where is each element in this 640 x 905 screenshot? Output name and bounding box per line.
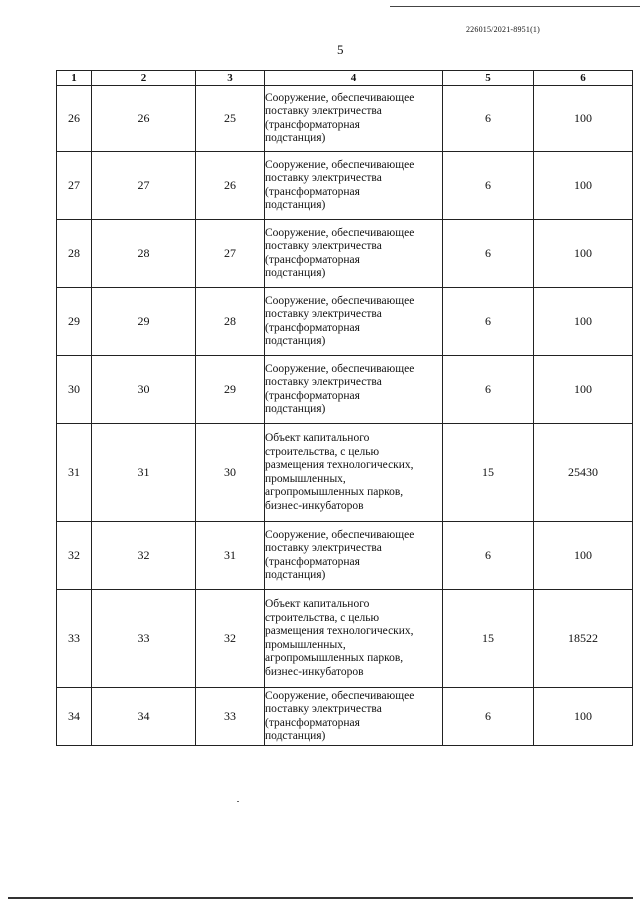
- cell-floors: 15: [443, 590, 534, 688]
- description-line: Сооружение, обеспечивающее: [265, 528, 415, 541]
- table-body: [57, 86, 633, 746]
- description-line: поставку электричества: [265, 703, 382, 715]
- cell-plot-number: 33: [92, 590, 196, 688]
- description-line: (трансформаторная: [265, 555, 360, 568]
- scan-speck: [237, 801, 239, 802]
- cell-floors: 6: [443, 220, 534, 288]
- description-line: поставку электричества: [265, 240, 382, 252]
- table-row: [57, 522, 633, 590]
- description-line: бизнес-инкубаторов: [265, 665, 364, 678]
- table-row: [57, 220, 633, 288]
- description-line: Сооружение, обеспечивающее: [265, 226, 415, 239]
- cell-floors: 6: [443, 522, 534, 590]
- description-line: подстанция): [265, 199, 326, 211]
- cell-description: [265, 220, 443, 288]
- table-row: [57, 688, 633, 746]
- column-header-2: 2: [92, 71, 196, 86]
- column-header-3: 3: [196, 71, 265, 86]
- cell-row-number: 27: [57, 152, 92, 220]
- column-header-6: 6: [534, 71, 633, 86]
- cell-row-number: 28: [57, 220, 92, 288]
- column-header-5: 5: [443, 71, 534, 86]
- bottom-scan-line: [8, 897, 633, 899]
- cell-floors: 6: [443, 288, 534, 356]
- description-line: строительства, с целью: [265, 611, 380, 624]
- description-line: подстанция): [265, 132, 326, 144]
- cell-object-number: 30: [196, 424, 265, 522]
- cell-area: 25430: [534, 424, 633, 522]
- cell-description: [265, 356, 443, 424]
- cell-description: [265, 288, 443, 356]
- page-number: 5: [337, 42, 344, 57]
- cell-floors: 6: [443, 688, 534, 746]
- cell-row-number: 32: [57, 522, 92, 590]
- description-line: промышленных,: [265, 472, 346, 485]
- cell-description: [265, 590, 443, 688]
- table-header-row: [57, 71, 633, 86]
- table-row: [57, 152, 633, 220]
- cell-row-number: 31: [57, 424, 92, 522]
- description-line: агропромышленных парков,: [265, 652, 404, 664]
- cell-object-number: 28: [196, 288, 265, 356]
- description-line: агропромышленных парков,: [265, 486, 404, 498]
- cell-plot-number: 32: [92, 522, 196, 590]
- cell-object-number: 32: [196, 590, 265, 688]
- description-line: (трансформаторная: [265, 118, 360, 131]
- cell-area: 100: [534, 86, 633, 152]
- cell-description: [265, 424, 443, 522]
- description-line: (трансформаторная: [265, 321, 360, 334]
- description-line: строительства, с целью: [265, 445, 380, 458]
- description-line: поставку электричества: [265, 308, 382, 320]
- description-line: Объект капитального: [265, 598, 370, 610]
- description-line: поставку электричества: [265, 172, 382, 184]
- description-line: бизнес-инкубаторов: [265, 499, 364, 512]
- table-row: [57, 288, 633, 356]
- land-plot-table: [56, 70, 633, 746]
- cell-plot-number: 26: [92, 86, 196, 152]
- description-line: поставку электричества: [265, 376, 382, 388]
- cell-plot-number: 28: [92, 220, 196, 288]
- description-line: подстанция): [265, 403, 326, 415]
- description-line: Объект капитального: [265, 432, 370, 444]
- cell-row-number: 34: [57, 688, 92, 746]
- column-header-1: 1: [57, 71, 92, 86]
- cell-plot-number: 31: [92, 424, 196, 522]
- cell-description: [265, 86, 443, 152]
- cell-object-number: 33: [196, 688, 265, 746]
- description-line: (трансформаторная: [265, 253, 360, 266]
- table-row: [57, 86, 633, 152]
- cell-row-number: 29: [57, 288, 92, 356]
- top-scan-line: [390, 6, 640, 7]
- cell-floors: 6: [443, 356, 534, 424]
- cell-plot-number: 30: [92, 356, 196, 424]
- description-line: размещения технологических,: [265, 459, 414, 471]
- cell-area: 18522: [534, 590, 633, 688]
- description-line: подстанция): [265, 569, 326, 581]
- cell-area: 100: [534, 288, 633, 356]
- description-line: подстанция): [265, 267, 326, 279]
- cell-plot-number: 34: [92, 688, 196, 746]
- cell-plot-number: 29: [92, 288, 196, 356]
- description-line: Сооружение, обеспечивающее: [265, 362, 415, 375]
- cell-object-number: 26: [196, 152, 265, 220]
- table-row: [57, 424, 633, 522]
- cell-description: [265, 688, 443, 746]
- description-line: поставку электричества: [265, 542, 382, 554]
- description-line: Сооружение, обеспечивающее: [265, 294, 415, 307]
- description-line: размещения технологических,: [265, 625, 414, 637]
- cell-area: 100: [534, 220, 633, 288]
- description-line: Сооружение, обеспечивающее: [265, 158, 415, 171]
- cell-floors: 6: [443, 86, 534, 152]
- description-line: (трансформаторная: [265, 716, 360, 729]
- description-line: промышленных,: [265, 638, 346, 651]
- column-header-4: 4: [265, 71, 443, 86]
- description-line: Сооружение, обеспечивающее: [265, 91, 415, 104]
- document-id: 226015/2021-8951(1): [465, 25, 540, 34]
- cell-description: [265, 522, 443, 590]
- description-line: Сооружение, обеспечивающее: [265, 689, 415, 702]
- description-line: (трансформаторная: [265, 185, 360, 198]
- cell-description: [265, 152, 443, 220]
- cell-plot-number: 27: [92, 152, 196, 220]
- cell-row-number: 26: [57, 86, 92, 152]
- cell-object-number: 25: [196, 86, 265, 152]
- cell-area: 100: [534, 688, 633, 746]
- cell-area: 100: [534, 152, 633, 220]
- cell-row-number: 30: [57, 356, 92, 424]
- cell-row-number: 33: [57, 590, 92, 688]
- cell-object-number: 29: [196, 356, 265, 424]
- cell-area: 100: [534, 356, 633, 424]
- cell-object-number: 31: [196, 522, 265, 590]
- cell-floors: 15: [443, 424, 534, 522]
- cell-object-number: 27: [196, 220, 265, 288]
- table-row: [57, 356, 633, 424]
- description-line: поставку электричества: [265, 105, 382, 117]
- cell-floors: 6: [443, 152, 534, 220]
- cell-area: 100: [534, 522, 633, 590]
- description-line: подстанция): [265, 335, 326, 347]
- description-line: (трансформаторная: [265, 389, 360, 402]
- table-row: [57, 590, 633, 688]
- description-line: подстанция): [265, 730, 326, 742]
